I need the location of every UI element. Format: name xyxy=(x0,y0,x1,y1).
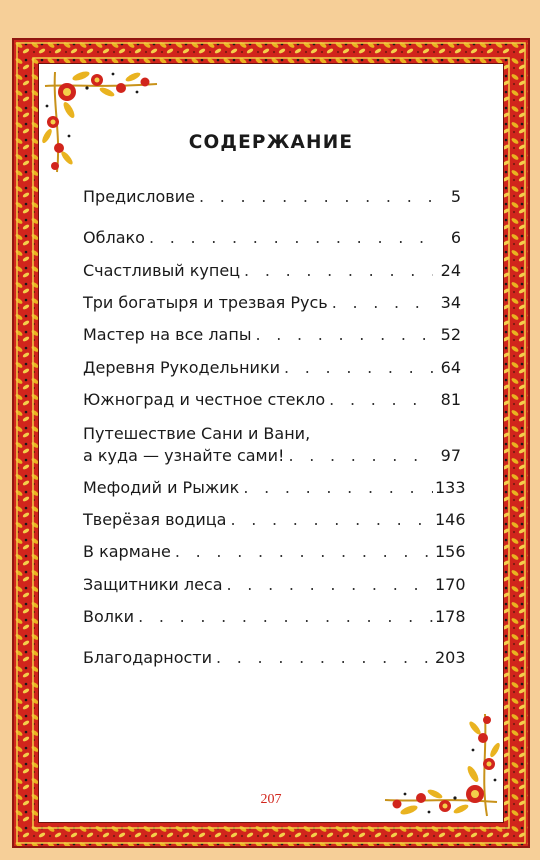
toc-entry-title: В кармане xyxy=(83,542,171,561)
toc-entry-title: а куда — узнайте сами! xyxy=(83,446,285,465)
leader-dots xyxy=(329,390,433,410)
toc-entry-page: 81 xyxy=(440,390,461,409)
book-page xyxy=(12,38,530,848)
toc-entry[interactable] xyxy=(83,325,461,345)
toc-entry[interactable] xyxy=(83,648,466,668)
toc-entry-title: Мастер на все лапы xyxy=(83,325,252,344)
floral-corner-top-left-icon xyxy=(41,66,161,176)
toc-entry-page: 133 xyxy=(435,478,466,497)
toc-entry-page: 24 xyxy=(440,261,461,280)
leader-dots xyxy=(138,607,433,627)
toc-entry-page: 97 xyxy=(440,446,461,465)
toc-entry-title: Три богатыря и трезвая Русь xyxy=(83,293,328,312)
toc-entry-page: 52 xyxy=(440,325,461,344)
toc-entry[interactable] xyxy=(83,390,461,410)
leader-dots xyxy=(216,648,433,668)
leader-dots xyxy=(284,358,433,378)
content-area xyxy=(38,63,504,823)
toc-entry[interactable] xyxy=(83,510,466,530)
leader-dots xyxy=(230,510,433,530)
toc-entry-title: Южноград и честное стекло xyxy=(83,390,326,409)
leader-dots xyxy=(227,575,433,595)
toc-entry-page: 203 xyxy=(435,648,466,667)
leader-dots xyxy=(244,261,433,281)
toc-entry-title: Предисловие xyxy=(83,187,195,206)
leader-dots xyxy=(255,325,433,345)
toc-entry[interactable] xyxy=(83,424,461,466)
leader-dots xyxy=(199,187,433,207)
toc-entry-title: Мефодий и Рыжик xyxy=(83,478,240,497)
toc-entry[interactable] xyxy=(83,293,461,313)
toc-entry[interactable] xyxy=(83,187,461,207)
toc-entry[interactable] xyxy=(83,575,466,595)
leader-dots xyxy=(149,228,433,248)
page-number: 207 xyxy=(260,792,282,807)
toc-entry[interactable] xyxy=(83,478,466,498)
toc-entry-page: 178 xyxy=(435,607,466,626)
toc-entry-title: Счастливый купец xyxy=(83,261,241,280)
leader-dots xyxy=(332,293,433,313)
toc-entry[interactable] xyxy=(83,607,466,627)
toc-entry-title: Тверёзая водица xyxy=(83,510,227,529)
toc-entry[interactable] xyxy=(83,542,466,562)
leader-dots xyxy=(243,478,433,498)
leader-dots xyxy=(288,446,433,466)
toc-entry[interactable] xyxy=(83,228,461,248)
toc-entry-page: 6 xyxy=(450,228,461,247)
toc-entry-title: Благодарности xyxy=(83,648,212,667)
toc-entry[interactable] xyxy=(83,261,461,281)
toc-entry-page: 146 xyxy=(435,510,466,529)
toc-entry-title: Облако xyxy=(83,228,145,247)
toc-entry-title-line1: Путешествие Сани и Вани, xyxy=(83,424,311,443)
leader-dots xyxy=(175,542,433,562)
toc-heading: СОДЕРЖАНИЕ xyxy=(188,132,354,153)
toc-entry-title: Деревня Рукодельники xyxy=(83,358,280,377)
toc-entry-page: 34 xyxy=(440,293,461,312)
toc-entry-page: 64 xyxy=(440,358,461,377)
toc-entry-title: Защитники леса xyxy=(83,575,223,594)
toc-entry-page: 5 xyxy=(450,187,461,206)
toc-entry-page: 170 xyxy=(435,575,466,594)
toc-entry[interactable] xyxy=(83,358,461,378)
toc-entry-page: 156 xyxy=(435,542,466,561)
toc-entry-title: Волки xyxy=(83,607,135,626)
